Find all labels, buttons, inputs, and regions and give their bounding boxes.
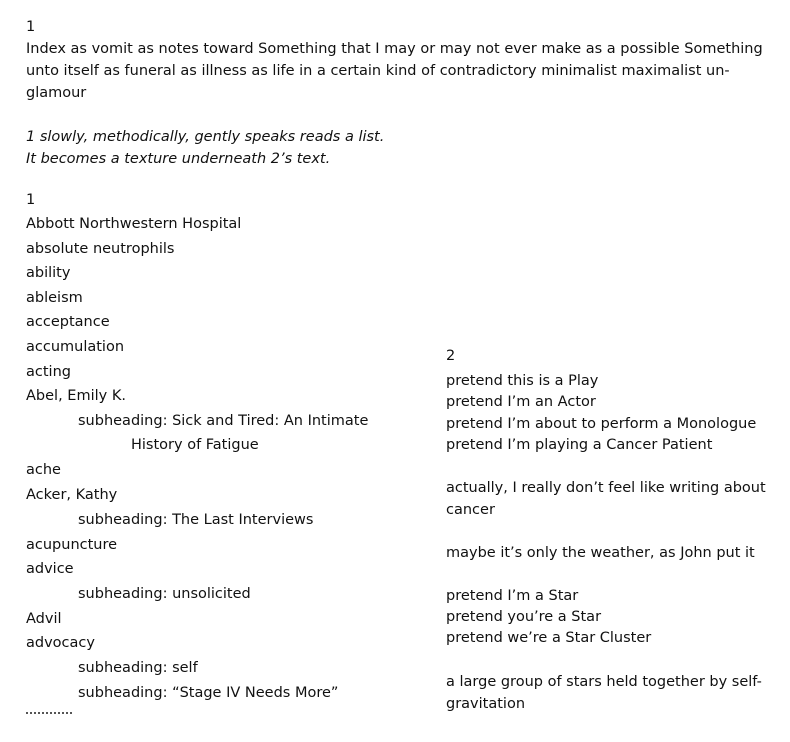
index-entry: absolute neutrophils — [26, 241, 175, 257]
index-subheading: subheading: unsolicited — [78, 586, 251, 602]
monologue-line: pretend you’re a Star — [446, 609, 602, 625]
spacer — [26, 104, 771, 126]
monologue-line: pretend I’m about to perform a Monologue — [446, 416, 757, 432]
index-entry: acting — [26, 364, 71, 380]
stage-direction-2: It becomes a texture underneath 2’s text. — [26, 151, 331, 167]
intro-text-line-1: Index as vomit as notes toward Something that I may or may not ever make as a possible Something — [26, 41, 763, 57]
intro-text-line-2: unto itself as funeral as illness as life in a certain kind of contradictory minimalist maximalist un- — [26, 63, 730, 79]
index-entry: advocacy — [26, 635, 95, 651]
index-entry: Abel, Emily K. — [26, 388, 126, 404]
intro-block — [26, 16, 771, 170]
index-entry: Advil — [26, 611, 62, 627]
monologue-line: pretend I’m an Actor — [446, 394, 596, 410]
voice-2-number: 2 — [446, 348, 456, 364]
index-entry: ableism — [26, 290, 83, 306]
index-entry: advice — [26, 561, 74, 577]
monologue-line: a large group of stars held together by self- — [446, 674, 762, 690]
intro-number: 1 — [26, 19, 36, 35]
index-entry: ache — [26, 462, 61, 478]
monologue-line: gravitation — [446, 696, 526, 712]
cut-off-text-fragment — [26, 712, 86, 715]
index-subheading-continued: History of Fatigue — [131, 437, 259, 453]
monologue-line: pretend I’m playing a Cancer Patient — [446, 437, 713, 453]
index-entry: Abbott Northwestern Hospital — [26, 216, 242, 232]
monologue-line: maybe it’s only the weather, as John put it — [446, 545, 755, 561]
monologue-line: actually, I really don’t feel like writing about — [446, 480, 766, 496]
index-subheading: subheading: Sick and Tired: An Intimate — [78, 413, 369, 429]
index-subheading: subheading: “Stage IV Needs More” — [78, 685, 339, 701]
monologue-line: cancer — [446, 502, 495, 518]
intro-text-line-3: glamour — [26, 85, 87, 101]
index-entry: Acker, Kathy — [26, 487, 118, 503]
index-entry: accumulation — [26, 339, 125, 355]
index-entry: acceptance — [26, 314, 110, 330]
index-entry: ability — [26, 265, 71, 281]
voice-1-number: 1 — [26, 192, 36, 208]
monologue-line: pretend I’m a Star — [446, 588, 579, 604]
index-entry: acupuncture — [26, 537, 118, 553]
stage-direction-1: 1 slowly, methodically, gently speaks reads a list. — [26, 129, 385, 145]
index-subheading: subheading: The Last Interviews — [78, 512, 314, 528]
monologue-line: pretend we’re a Star Cluster — [446, 630, 652, 646]
monologue-line: pretend this is a Play — [446, 373, 599, 389]
index-subheading: subheading: self — [78, 660, 198, 676]
